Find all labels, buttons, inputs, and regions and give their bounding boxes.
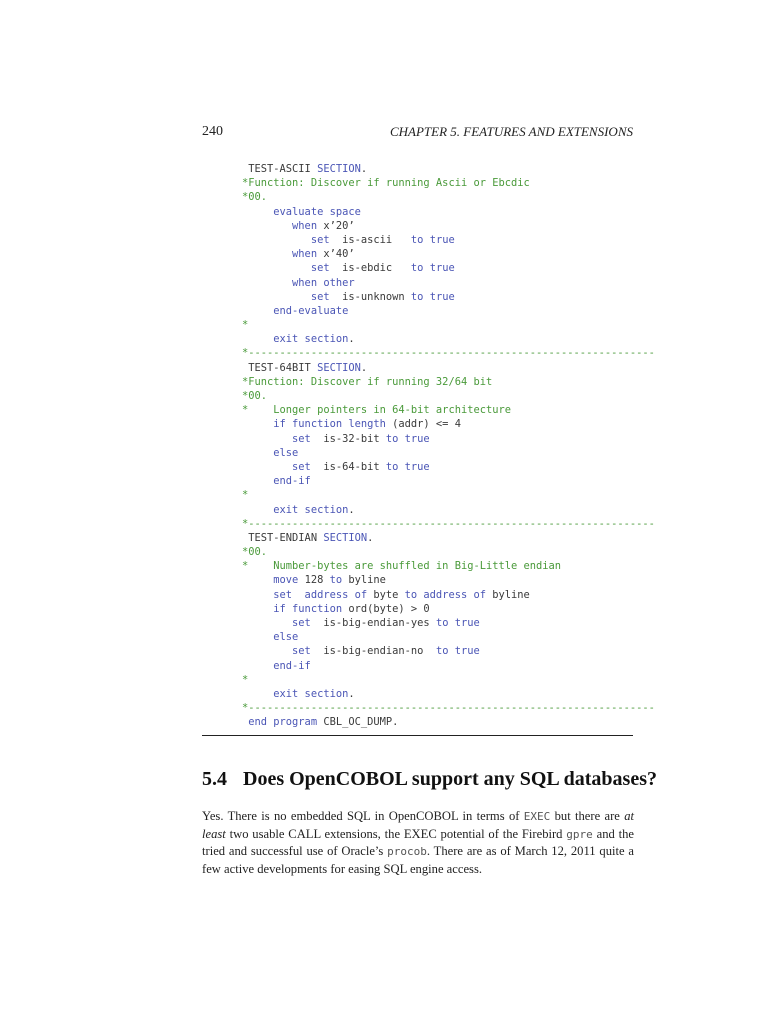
code-line <box>242 417 655 431</box>
code-token: set <box>242 233 343 246</box>
code-line <box>242 630 655 644</box>
listing-end-rule <box>202 735 633 736</box>
code-token: set <box>242 460 324 473</box>
code-token: x’20’ <box>323 219 355 232</box>
code-line <box>242 432 655 446</box>
code-line <box>242 276 655 290</box>
code-token: is-big-endian-no <box>323 645 436 658</box>
code-token: x’40’ <box>323 248 355 261</box>
code-token: evaluate space <box>242 205 361 218</box>
code-token: . <box>348 333 355 346</box>
code-token: (addr) <= 4 <box>392 418 461 431</box>
code-token: *Function: Discover if running Ascii or Ebcdic <box>242 177 530 190</box>
section-title-text: Does OpenCOBOL support any SQL databases? <box>243 768 657 790</box>
code-line <box>242 375 655 389</box>
code-token: * <box>242 673 249 686</box>
code-line <box>242 403 655 417</box>
code-token: set <box>242 645 324 658</box>
code-token: is-unknown <box>342 290 411 303</box>
code-line <box>242 573 655 587</box>
code-token: to <box>329 574 349 587</box>
code-line <box>242 219 655 233</box>
body-paragraph <box>202 808 634 878</box>
code-line <box>242 588 655 602</box>
para-text-5: . There are as of March 12, 2011 quite a few active developments for easing SQL engine access. <box>202 844 634 876</box>
inline-code-procob: procob <box>387 845 427 858</box>
code-token: *00. <box>242 546 268 559</box>
code-line <box>242 176 655 190</box>
page-number: 240 <box>202 124 223 139</box>
code-token: is-64-bit <box>323 460 386 473</box>
code-token: . <box>367 531 374 544</box>
code-line <box>242 531 655 545</box>
code-token: set <box>242 290 343 303</box>
code-token: else <box>242 446 299 459</box>
code-token: to true <box>435 617 480 629</box>
code-line <box>242 389 655 403</box>
code-token: to true <box>410 233 455 246</box>
code-token: else <box>242 631 299 644</box>
code-line <box>242 346 655 360</box>
code-token: set address of <box>242 588 374 601</box>
code-token: when <box>242 248 324 261</box>
code-line <box>242 559 655 573</box>
code-line <box>242 673 655 687</box>
code-line <box>242 233 655 247</box>
section-number: 5.4 <box>202 768 227 790</box>
code-line <box>242 205 655 219</box>
code-token: *00. <box>242 191 268 204</box>
code-token: . <box>348 503 355 516</box>
code-line <box>242 545 655 559</box>
code-token: if function length <box>242 418 393 431</box>
code-token: SECTION <box>317 361 361 374</box>
code-line <box>242 616 655 630</box>
running-header: CHAPTER 5. FEATURES AND EXTENSIONS <box>389 124 633 139</box>
code-token: exit section <box>242 687 349 700</box>
section-heading <box>202 768 657 791</box>
code-line <box>242 659 655 673</box>
code-token: to true <box>385 432 430 445</box>
code-token: if function <box>242 602 349 615</box>
code-token: * Longer pointers in 64-bit architecture <box>242 404 511 417</box>
code-token: move <box>242 574 305 587</box>
code-token: to true <box>435 645 480 658</box>
code-token: . <box>348 687 355 700</box>
code-token: SECTION <box>323 531 368 544</box>
code-token: is-32-bit <box>323 432 386 445</box>
code-token: byte <box>373 588 405 601</box>
code-token: * <box>242 319 249 332</box>
code-line <box>242 701 655 715</box>
code-line <box>242 261 655 275</box>
inline-code-gpre: gpre <box>566 827 593 841</box>
code-token: TEST-64BIT <box>242 361 318 374</box>
code-token: to true <box>410 262 455 275</box>
code-line <box>242 715 655 729</box>
code-line <box>242 460 655 474</box>
code-token: *----------------------------------------------------------------- <box>242 517 655 530</box>
code-line <box>242 332 655 346</box>
code-line <box>242 361 655 375</box>
code-token: end-if <box>242 659 311 672</box>
code-line <box>242 290 655 304</box>
code-line <box>242 517 655 531</box>
code-token: to address of <box>404 588 493 601</box>
code-token: CBL_OC_DUMP. <box>323 716 399 729</box>
code-token: *----------------------------------------------------------------- <box>242 347 655 360</box>
code-token: * <box>242 489 249 502</box>
code-token: TEST-ENDIAN <box>242 531 324 544</box>
code-token: *00. <box>242 390 268 402</box>
code-token: exit section <box>242 333 349 346</box>
code-line <box>242 644 655 658</box>
code-token: SECTION <box>317 163 361 175</box>
code-token: when other <box>242 276 355 289</box>
emphasis-at-least: at least <box>202 809 634 841</box>
code-token: is-ebdic <box>342 262 411 275</box>
code-line <box>242 162 655 176</box>
code-token: end program <box>242 716 324 729</box>
code-line <box>242 190 655 204</box>
code-token: . <box>360 361 368 374</box>
code-line <box>242 503 655 517</box>
code-token: to true <box>385 460 430 473</box>
code-line <box>242 474 655 488</box>
code-token: set <box>242 262 343 275</box>
code-token: is-ascii <box>342 233 411 246</box>
code-token: byline <box>348 574 386 587</box>
code-token: exit section <box>242 503 349 516</box>
code-token: * Number-bytes are shuffled in Big-Little endian <box>242 560 562 573</box>
code-line <box>242 304 655 318</box>
code-line <box>242 687 655 701</box>
code-line <box>242 446 655 460</box>
code-token: when <box>242 219 324 232</box>
code-token: to true <box>410 290 455 303</box>
code-line <box>242 602 655 616</box>
code-token: ord(byte) > 0 <box>348 602 430 615</box>
inline-code-exec: EXEC <box>523 810 551 823</box>
code-listing <box>242 162 655 730</box>
code-token: is-big-endian-yes <box>323 617 436 629</box>
code-token: set <box>242 432 324 445</box>
para-text-4: and the tried and successful use of Oracle’s <box>202 826 634 858</box>
code-token: . <box>360 163 368 175</box>
code-token: TEST-ASCII <box>242 163 318 175</box>
para-text-1: Yes. There is no embedded SQL in OpenCOBOL in terms of <box>202 809 524 823</box>
para-text-2: but there are <box>550 809 625 823</box>
code-line <box>242 318 655 332</box>
code-token: set <box>242 617 324 629</box>
code-token: 128 <box>304 574 330 587</box>
code-token: byline <box>492 588 530 601</box>
code-line <box>242 488 655 502</box>
code-token: *----------------------------------------------------------------- <box>242 702 655 715</box>
para-text-3: two usable CALL extensions, the EXEC potential of the Firebird <box>225 826 567 841</box>
code-token: end-if <box>242 475 311 488</box>
code-line <box>242 247 655 261</box>
code-token: *Function: Discover if running 32/64 bit <box>242 375 493 388</box>
code-token: end-evaluate <box>242 304 349 317</box>
